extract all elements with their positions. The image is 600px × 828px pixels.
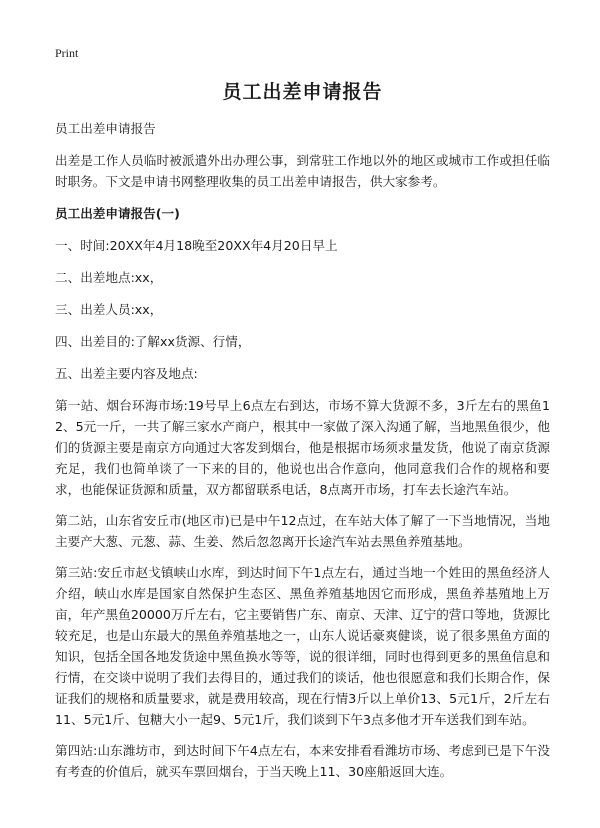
stop-1-paragraph: 第一站、烟台环海市场:19号早上6点左右到达，市场不算大货源不多，3斤左右的黑鱼12、5元一斤，一共了解三家水产商户，根其中一家做了深入沟通了解，当地黑鱼很少，他们的货源主要是南京方向通过大客发到烟台，他是根据市场须求量发货，他说了南京货源充足，我们也简单谈了一下来的目的，他说也出合作意向，他同意我们合作的规格和要求，也能保证货源和质量，双方都留联系电话，8点离开市场，打车去长途汽车站。 <box>55 398 550 497</box>
document-body <box>55 80 550 792</box>
section-heading: 员工出差申请报告(一) <box>55 206 180 221</box>
item-purpose: 四、出差目的:了解xx货源、行情， <box>55 334 251 349</box>
item-personnel: 三、出差人员:xx， <box>55 302 163 317</box>
document-title: 员工出差申请报告 <box>222 81 383 103</box>
intro-paragraph: 出差是工作人员临时被派遣外出办理公事，到常驻工作地以外的地区或城市工作或担任临时职务。下文是申请书网整理收集的员工出差申请报告，供大家参考。 <box>55 153 550 189</box>
document-subtitle: 员工出差申请报告 <box>55 121 156 136</box>
print-link[interactable]: Print <box>55 46 79 60</box>
item-time: 一、时间:20XX年4月18晚至20XX年4月20日早上 <box>55 238 338 253</box>
stop-2-paragraph: 第二站，山东省安丘市(地区市)已是中午12点过，在车站大体了解了一下当地情况，当地主要产大葱、元葱、蒜、生姜、然后忽忽离开长途汽车站去黑鱼养殖基地。 <box>55 513 550 549</box>
stop-3-paragraph: 第三站:安丘市赵戈镇峡山水库，到达时间下午1点左右，通过当地一个姓田的黑鱼经济人介绍，峡山水库是国家自然保护生态区、黑鱼养殖基地因它而形成，黑鱼养基殖地上万亩，年产黑鱼20000万斤左右，它主要销售广东、南京、天津、辽宁的营口等地，货源比较充足，也是山东最大的黑鱼养殖基地之一，山东人说话豪爽健谈，说了很多黑鱼方面的知识，包括全国各地发货途中黑鱼换水等等，说的很详细，同时也得到更多的黑鱼信息和行情，在交谈中说明了我们去得目的，通过我们的谈话，他也很愿意和我们长期合作，保证我们的规格和质量要求，就是费用较高，现在行情3斤以上单价13、5元1斤，2斤左右11、5元1斤、包糖大小一起9、5元1斤，我们谈到下午3点多他才开车送我们到车站。 <box>55 565 550 727</box>
item-content: 五、出差主要内容及地点: <box>55 366 198 381</box>
item-location: 二、出差地点:xx， <box>55 270 163 285</box>
stop-4-paragraph: 第四站:山东潍坊市，到达时间下午4点左右，本来安排看看潍坊市场、考虑到已是下午没有考查的价值后，就买车票回烟台，于当天晚上11、30座船返回大连。 <box>55 743 550 779</box>
